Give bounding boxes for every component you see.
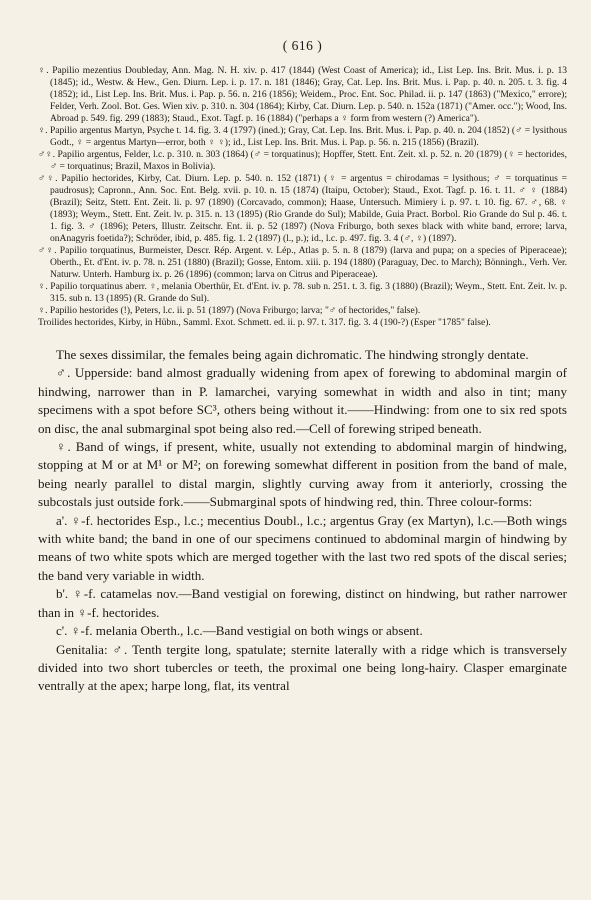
body-paragraph: Genitalia: ♂. Tenth tergite long, spatulate; sternite laterally with a ridge which is transversely divided into two short tubercles or teeth, the proximal one being long-hairy. Clasper emarginate ventrally at the apex; harpe long, flat, its ventral xyxy=(38,641,567,694)
synonymy-entry: ♀. Papilio hestorides (!), Peters, l.c. ii. p. 51 (1897) (Nova Friburgo; larva; "♂ of hectorides," false). xyxy=(38,305,421,316)
synonymy-entry: ♀. Papilio torquatinus aberr. ♀, melania Oberthür, Et. d'Ent. iv. p. 78. sub n. 251. t. 3. fig. 3 (1880) (Brazil); Weym., Stett. Ent. Zeit. lv. p. 315. sub n. 13 (1895) (R. Grande do Sul). xyxy=(38,281,567,304)
body-paragraph: ♀. Band of wings, if present, white, usually not extending to abdominal margin of hindwing, stopping at M or at M¹ or M²; on forewing somewhat different in position from the band of male, being nearly parallel to distal margin, slightly curving away from it anteriorly, crossing the subcostals just outside fork.——Submarginal spots of hindwing red, thin. Three colour-forms: xyxy=(38,439,567,510)
body-paragraph: The sexes dissimilar, the females being again dichromatic. The hindwing strongly dentate. xyxy=(56,347,529,362)
synonymy-entry: ♀. Papilio argentus Martyn, Psyche t. 14. fig. 3. 4 (1797) (ined.); Gray, Cat. Lep. Ins. Brit. Mus. i. Pap. p. 40. n. 204 (1852) (♂ = lysithous Godt., ♀ = argentus Martyn—error, both ♀ ♀); id., List Lep. Ins. Brit. Mus. i. Pap. p. 56. n. 215 (1856) (Brazil). xyxy=(38,125,567,148)
body-paragraph: c'. ♀-f. melania Oberth., l.c.—Band vestigial on both wings or absent. xyxy=(56,623,423,639)
synonymy-entry: ♂♀. Papilio argentus, Felder, l.c. p. 310. n. 303 (1864) (♂ = torquatinus); Hopffer, Stett. Ent. Zeit. xl. p. 52. n. 20 (1879) (♀ = hectorides, ♂ = torquatinus; Brazil, Maxos in Bolivia). xyxy=(38,149,567,172)
synonymy-entry: Troilides hectorides, Kirby, in Hübn., Samml. Exot. Schmett. ed. ii. p. 97. t. 317. fig. 3. 4 (190-?) (Esper "1785" false). xyxy=(38,317,491,328)
body-paragraph: b'. ♀-f. catamelas nov.—Band vestigial on forewing, distinct on hindwing, but rather narrower than in ♀-f. hectorides. xyxy=(38,586,567,620)
synonymy-entry: ♂♀. Papilio hectorides, Kirby, Cat. Diurn. Lep. p. 540. n. 152 (1871) (♀ = argentus = chirodamas = lysithous; ♂ = torquatinus = paudrosus); Capronn., Ann. Soc. Ent. Belg. xvii. p. 10. n. 15 (1874) (Itaipu, October); Staud., Exot. Tagf. p. 16. t. 11. ♂ ♀ (1884) (Brazil); Seitz, Stett. Ent. Zeit. li. p. 97 (1890) (Corcavado, common); Haase, Untersuch. Mimiery i. p. 97. t. 10. fig. 67. ♂, 68. ♀ (1893); Weym., Stett. Ent. Zeit. lv. p. 315. n. 13 (1895) (Rio Grande do Sul); Mabilde, Guia Pract. Borbol. Rio Grande do Sul p. 46. t. 1. fig. 3. ♂ (1896); Peters, Illustr. Zeitschr. Ent. ii. p. 52 (1897) (Nova Friburgo, both sexes black with white band, errore; larva, onAnagyris foetida?); Schröder, ibid, p. 485. fig. 1. 2 (1897) (l., p.); id., l.c. p. 497. fig. 3. 4 (♂, ♀) (1897). xyxy=(38,173,567,244)
description-text xyxy=(38,346,567,696)
synonymy-entry: ♂♀. Papilio torquatinus, Burmeister, Descr. Rép. Argent. v. Lép., Atlas p. 5. n. 8 (1879) (larva and pupa; on a species of Piperaceae); Oberth., Et. d'Ent. iv. p. 78. n. 251 (1880) (Brazil); Gosse, Entom. xiii. p. 194 (1880) (Paraguay, Dec. to March); Bönningh., Verh. Ver. Naturw. Unterh. Hamburg ix. p. 26 (1896) (common; larva on Citrus and Piperaceae). xyxy=(38,245,567,280)
synonymy-entry: ♀. Papilio mezentius Doubleday, Ann. Mag. N. H. xiv. p. 417 (1844) (West Coast of America); id., List Lep. Ins. Brit. Mus. i. p. 13 (1845); id., Westw. & Hew., Gen. Diurn. Lep. i. p. 17. n. 181 (1846); Gray, Cat. Lep. Ins. Brit. Mus. i. Pap. p. 40. n. 205. t. 3. fig. 4 (1852); id., List Lep. Ins. Brit. Mus. i. Pap. p. 56. n. 216 (1856); Weidem., Proc. Ent. Soc. Philad. ii. p. 147 (1863) ("Mexico," errore); Felder, Verh. Zool. Bot. Ges. Wien xiv. p. 310. n. 304 (1864); Kirby, Cat. Diurn. Lep. p. 540. n. 152a (1871) ("Amer. occ."); Wood, Ins. Abroad p. 549. fig. 299 (1883); Staud., Exot. Tagf. p. 16 (1884) ("perhaps a ♀ form from western (?) America"). xyxy=(38,65,567,124)
body-paragraph: a'. ♀-f. hectorides Esp., l.c.; mecentius Doubl., l.c.; argentus Gray (ex Martyn), l.c.—Both wings with white band; the band in one of our specimens continued to abdominal margin of hindwing by means of two white spots which are merged together with the last two red spots of the discal series; the band very variable in width. xyxy=(38,512,567,583)
synonymy-list xyxy=(38,65,567,329)
body-paragraph: ♂. Upperside: band almost gradually widening from apex of forewing to abdominal margin of hindwing, narrower than in P. lamarchei, varying somewhat in width and also in tint; many specimens with a spot before SC³, others being without it.——Hindwing: from one to six red spots on disc, the anal submarginal spot being also red.—Cell of forewing striped beneath. xyxy=(38,365,567,436)
page-number: ( 616 ) xyxy=(282,38,323,53)
